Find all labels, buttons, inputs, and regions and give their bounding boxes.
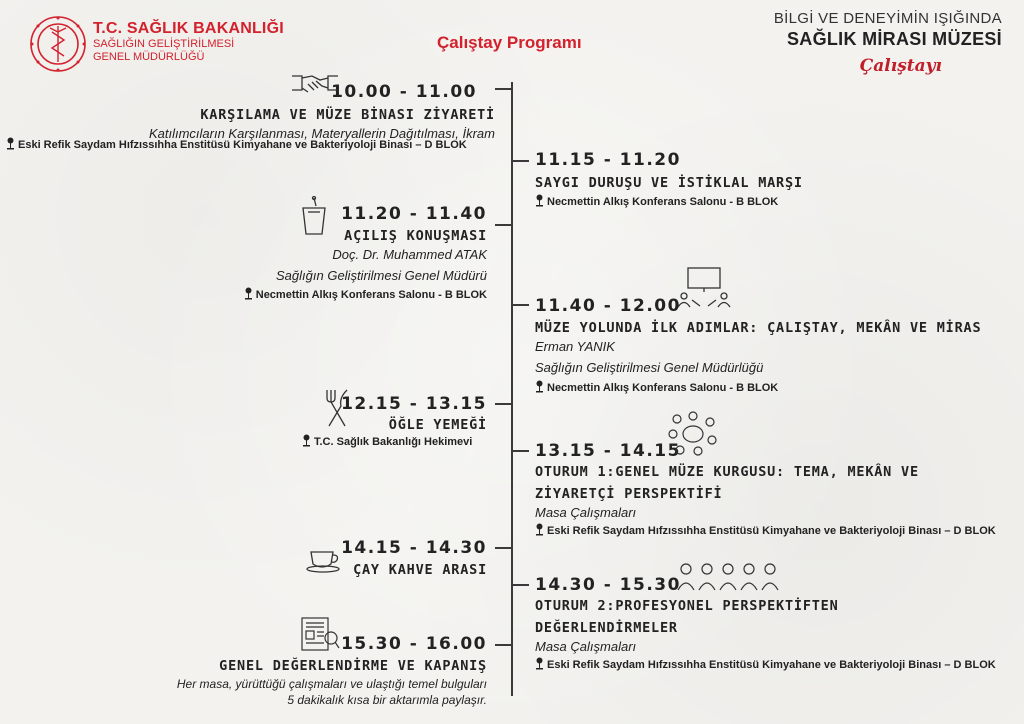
event-detail: Katılımcıların Karşılanması, Materyallerin Dağıtılması, İkram <box>148 126 495 141</box>
event-detail: Masa Çalışmaları <box>535 505 637 520</box>
event-location: Necmettin Alkış Konferans Salonu - B BLOK <box>535 380 981 395</box>
location-pin-icon <box>535 523 544 536</box>
report-icon <box>300 616 340 652</box>
event-title-line2: DEĞERLENDİRMELER <box>535 620 678 636</box>
event-speaker-role: Sağlığın Geliştirilmesi Genel Müdürü <box>276 268 487 283</box>
event-welcome <box>0 82 495 143</box>
ministry-name <box>93 20 284 64</box>
ministry-logo <box>28 14 88 74</box>
event-time: 15.30 - 16.00 <box>341 634 487 654</box>
location-pin-icon <box>244 287 253 300</box>
ministry-line1: T.C. SAĞLIK BAKANLIĞI <box>93 20 284 37</box>
event-title: ÖĞLE YEMEĞİ <box>388 417 487 433</box>
event-time: 12.15 - 13.15 <box>341 394 487 414</box>
timeline-axis <box>511 82 513 696</box>
event-detail: Masa Çalışmaları <box>535 639 637 654</box>
presentation-icon <box>676 266 732 308</box>
event-detail-line2: 5 dakikalık kısa bir aktarımla paylaşır. <box>287 693 487 707</box>
ministry-line3: GENEL MÜDÜRLÜĞÜ <box>93 51 205 63</box>
event-speaker: Doç. Dr. Muhammed ATAK <box>332 247 487 262</box>
event-time: 13.15 - 14.15 <box>535 441 681 461</box>
event-title: AÇILIŞ KONUŞMASI <box>344 228 487 244</box>
event-title-line2: ZİYARETÇİ PERSPEKTİFİ <box>535 486 723 502</box>
location-pin-icon <box>6 137 15 150</box>
timeline-tick <box>512 584 529 586</box>
event-location: Necmettin Alkış Konferans Salonu - B BLOK <box>535 194 803 209</box>
event-location: Eski Refik Saydam Hıfzıssıhha Enstitüsü Kimyahane ve Bakteriyoloji Binası – D BLOK <box>535 523 996 538</box>
event-time: 11.40 - 12.00 <box>535 296 681 316</box>
event-time: 10.00 - 11.00 <box>331 82 477 102</box>
timeline-tick <box>495 644 512 646</box>
location-pin-icon <box>535 380 544 393</box>
handshake-icon <box>290 70 340 98</box>
event-closing <box>67 634 487 708</box>
timeline-tick <box>495 88 512 90</box>
coffee-cup-icon <box>305 544 345 574</box>
event-title: GENEL DEĞERLENDİRME VE KAPANIŞ <box>219 658 487 674</box>
event-speaker: Erman YANIK <box>535 339 615 354</box>
people-row-icon <box>676 560 780 592</box>
group-table-icon <box>668 410 718 456</box>
event-location: Eski Refik Saydam Hıfzıssıhha Enstitüsü Kimyahane ve Bakteriyoloji Binası – D BLOK <box>6 137 467 152</box>
event-anthem <box>535 150 803 209</box>
program-title: Çalıştay Programı <box>437 33 582 52</box>
event-opening <box>87 204 487 302</box>
event-brand <box>774 10 1002 76</box>
podium-icon <box>300 196 328 236</box>
event-time: 11.15 - 11.20 <box>535 150 681 170</box>
timeline-tick <box>495 403 512 405</box>
event-session-1 <box>535 441 996 538</box>
brand-line3: Çalıştayı <box>859 56 942 76</box>
event-title: SAYGI DURUŞU VE İSTİKLAL MARŞI <box>535 175 803 191</box>
timeline-tick <box>512 450 529 452</box>
location-pin-icon <box>302 434 311 447</box>
event-title: MÜZE YOLUNDA İLK ADIMLAR: ÇALIŞTAY, MEKÂN VE MİRAS <box>535 320 982 336</box>
timeline-tick <box>512 160 529 162</box>
event-detail: Her masa, yürüttüğü çalışmaları ve ulaştığı temel bulguları <box>176 677 487 691</box>
location-pin-icon <box>535 657 544 670</box>
timeline-tick <box>495 547 512 549</box>
event-time: 14.30 - 15.30 <box>535 575 681 595</box>
brand-line1: BİLGİ VE DENEYİMİN IŞIĞINDA <box>773 10 1002 27</box>
event-time: 14.15 - 14.30 <box>341 538 487 558</box>
event-title: KARŞILAMA VE MÜZE BİNASI ZİYARETİ <box>200 107 495 123</box>
event-time: 11.20 - 11.40 <box>341 204 487 224</box>
event-first-steps <box>535 296 981 395</box>
event-title-line1: OTURUM 2:PROFESYONEL PERSPEKTİFTEN <box>535 598 839 614</box>
timeline-tick <box>495 224 512 226</box>
brand-line2: SAĞLIK MİRASI MÜZESİ <box>786 29 1002 49</box>
event-location: Necmettin Alkış Konferans Salonu - B BLOK <box>87 287 487 302</box>
event-speaker-role: Sağlığın Geliştirilmesi Genel Müdürlüğü <box>535 360 764 375</box>
event-title: ÇAY KAHVE ARASI <box>353 562 487 578</box>
location-pin-icon <box>535 194 544 207</box>
event-location: Eski Refik Saydam Hıfzıssıhha Enstitüsü Kimyahane ve Bakteriyoloji Binası – D BLOK <box>535 657 996 672</box>
event-title-line1: OTURUM 1:GENEL MÜZE KURGUSU: TEMA, MEKÂN VE <box>535 464 919 480</box>
fork-knife-icon <box>323 388 351 428</box>
event-location: T.C. Sağlık Bakanlığı Hekimevi <box>302 434 472 449</box>
ministry-line2: SAĞLIĞIN GELİŞTİRİLMESİ <box>93 38 235 50</box>
timeline-tick <box>512 304 529 306</box>
